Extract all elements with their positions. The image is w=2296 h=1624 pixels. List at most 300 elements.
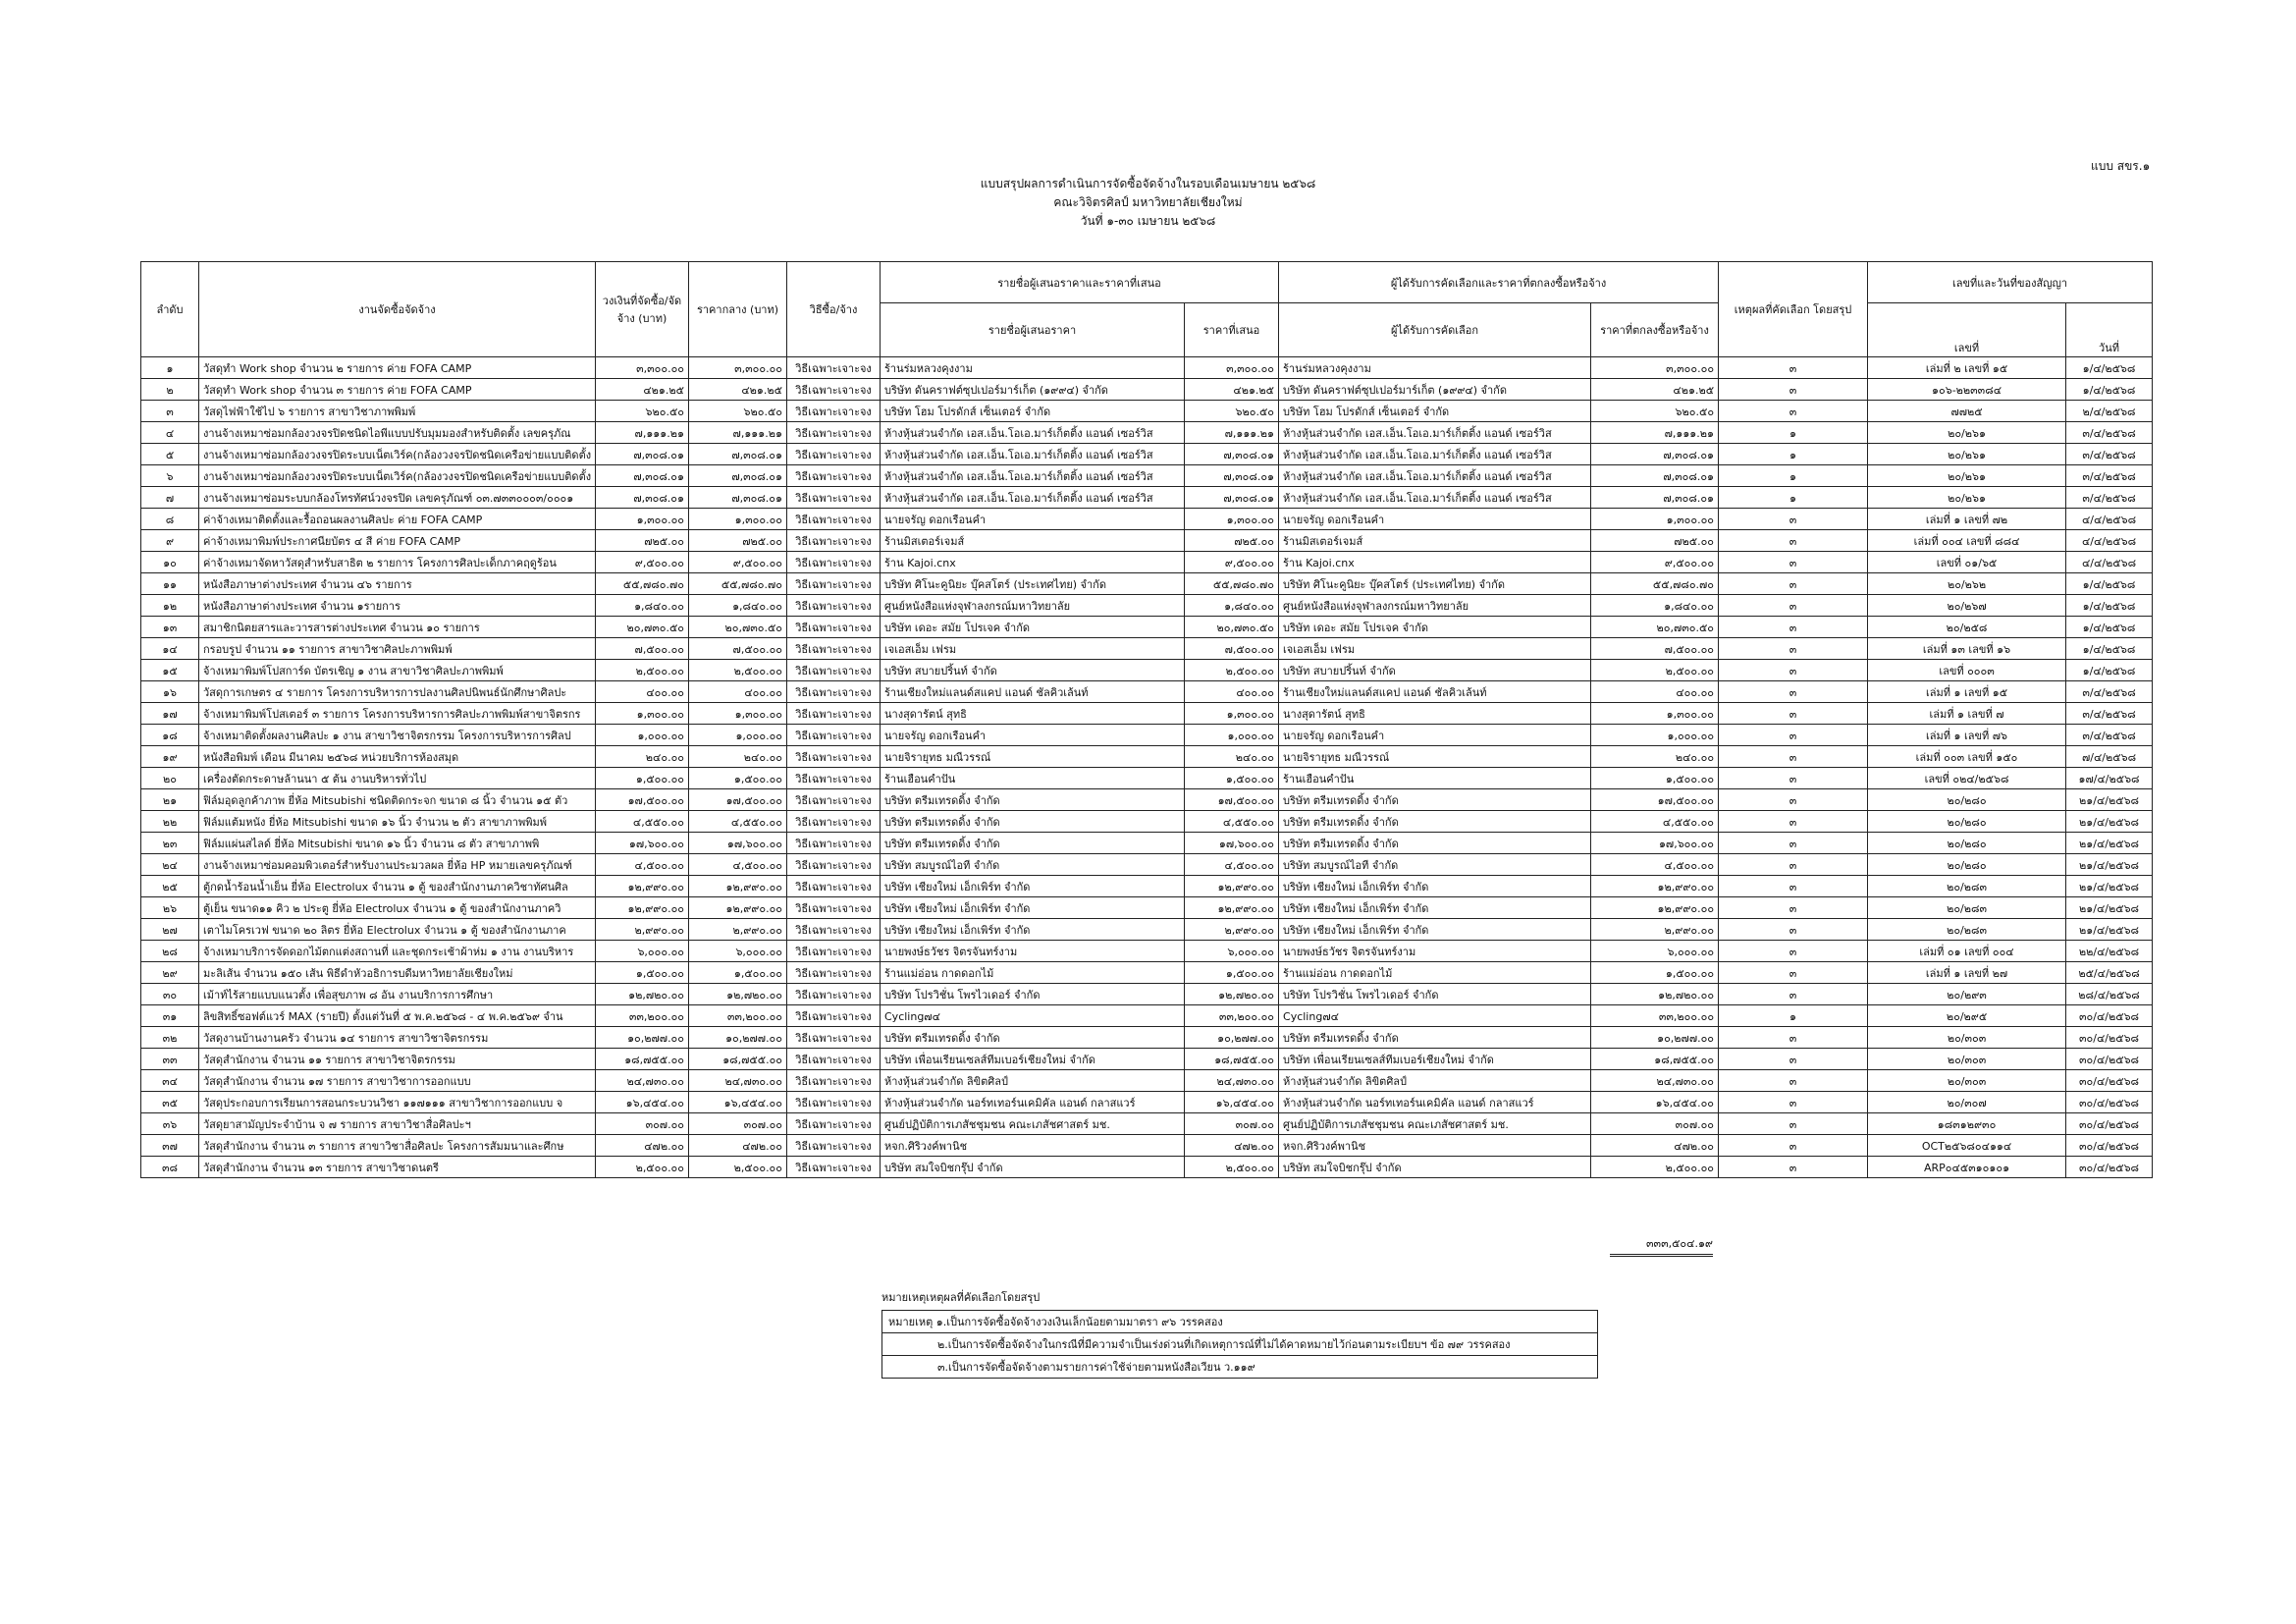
row-median-price: ๔,๕๕๐.๐๐ <box>689 811 787 833</box>
row-contract-date: ๓๐/๔/๒๕๖๘ <box>2066 1157 2153 1178</box>
row-budget: ๑๒,๙๙๐.๐๐ <box>596 876 689 897</box>
row-contract-no: เล่มที่ ๐๐๔ เลขที่ ๘๘๔ <box>1868 530 2066 552</box>
row-method: วิธีเฉพาะเจาะจง <box>787 357 881 379</box>
row-contract-no: เล่มที่ ๑ เลขที่ ๗๒ <box>1868 509 2066 530</box>
row-agreed-price: ๔๒๑.๒๕ <box>1591 379 1719 401</box>
row-item: ฟิล์มแผ่นสไลด์ ยี่ห้อ Mitsubishi ขนาด ๑๖ นิ้ว จำนวน ๘ ตัว สาขาภาพพิ <box>199 833 596 854</box>
row-bidder-name: บริษัท ดันคราฟต์ซุปเปอร์มาร์เก็ต (๑๙๙๔) จำกัด <box>881 379 1185 401</box>
row-winner-name: นายจรัญ ดอกเรือนคำ <box>1279 725 1591 746</box>
row-agreed-price: ๔,๕๐๐.๐๐ <box>1591 854 1719 876</box>
row-method: วิธีเฉพาะเจาะจง <box>787 962 881 984</box>
row-item: เม้าท์ไร้สายแบบแนวตั้ง เพื่อสุขภาพ ๘ อัน งานบริการการศึกษา <box>199 984 596 1005</box>
table-row <box>141 1070 2153 1092</box>
row-median-price: ๑๐,๒๗๗.๐๐ <box>689 1027 787 1049</box>
row-reason: ๓ <box>1719 638 1868 660</box>
row-item: งานจ้างเหมาซ่อมกล้องวงจรปิดระบบเน็ตเวิร์ค(กล้องวงจรปิดชนิดเครือข่ายแบบติดตั้ง <box>199 465 596 487</box>
row-agreed-price: ๑๐,๒๗๗.๐๐ <box>1591 1027 1719 1049</box>
table-row <box>141 660 2153 681</box>
row-item: วัสดุการเกษตร ๔ รายการ โครงการบริหารการปลงานศิลปนิพนธ์นักศึกษาศิลปะ <box>199 681 596 703</box>
row-agreed-price: ๑,๓๐๐.๐๐ <box>1591 509 1719 530</box>
row-reason: ๓ <box>1719 1113 1868 1135</box>
table-row <box>141 854 2153 876</box>
row-contract-no: เลขที่ ๐๐๐๓ <box>1868 660 2066 681</box>
row-median-price: ๑,๓๐๐.๐๐ <box>689 509 787 530</box>
row-item: จ้างเหมาติดตั้งผลงานศิลปะ ๑ งาน สาขาวิชาจิตรกรรม โครงการบริหารการศิลป <box>199 725 596 746</box>
row-seq: ๑๒ <box>141 595 199 617</box>
row-seq: ๑๘ <box>141 725 199 746</box>
procurement-summary-table <box>140 261 2153 1178</box>
row-method: วิธีเฉพาะเจาะจง <box>787 660 881 681</box>
row-item: ตู้กดน้ำร้อนน้ำเย็น ยี่ห้อ Electrolux จำนวน ๑ ตู้ ของสำนักงานภาควิชาทัศนศิล <box>199 876 596 897</box>
row-contract-date: ๓/๔/๒๕๖๘ <box>2066 444 2153 465</box>
row-reason: ๓ <box>1719 984 1868 1005</box>
row-bid-price: ๑,๘๔๐.๐๐ <box>1185 595 1279 617</box>
row-contract-date: ๑/๔/๒๕๖๘ <box>2066 638 2153 660</box>
note-line: ๓.เป็นการจัดซื้อจัดจ้างตามรายการค่าใช้จ่ายตามหนังสือเวียน ว.๑๑๙ <box>882 1356 1598 1379</box>
row-winner-name: ร้านเชียงใหม่แลนด์สแคป แอนด์ ชัลคิวเล้นท์ <box>1279 681 1591 703</box>
row-winner-name: บริษัท ศิโนะคูนิยะ บุ๊คสโตร์ (ประเทศไทย) จำกัด <box>1279 573 1591 595</box>
row-contract-no: OCT๒๕๖๘๐๔๑๑๔ <box>1868 1135 2066 1157</box>
row-seq: ๗ <box>141 487 199 509</box>
row-contract-no: ๒๐/๒๘๐ <box>1868 854 2066 876</box>
row-item: วัสดุประกอบการเรียนการสอนกระบวนวิชา ๑๑๗๑๑๑ สาขาวิชาการออกแบบ จ <box>199 1092 596 1113</box>
table-row <box>141 638 2153 660</box>
row-winner-name: ห้างหุ้นส่วนจำกัด เอส.เอ็น.โอเอ.มาร์เก็ตติ้ง แอนด์ เซอร์วิส <box>1279 487 1591 509</box>
row-reason: ๓ <box>1719 703 1868 725</box>
row-contract-no: ๒๐/๒๙๓ <box>1868 984 2066 1005</box>
row-reason: ๓ <box>1719 552 1868 573</box>
row-seq: ๔ <box>141 422 199 444</box>
row-method: วิธีเฉพาะเจาะจง <box>787 703 881 725</box>
table-row <box>141 617 2153 638</box>
row-reason: ๓ <box>1719 681 1868 703</box>
row-bid-price: ๔๐๐.๐๐ <box>1185 681 1279 703</box>
row-contract-date: ๔/๔/๒๕๖๘ <box>2066 530 2153 552</box>
row-seq: ๑๔ <box>141 638 199 660</box>
row-item: วัสดุสำนักงาน จำนวน ๑๑ รายการ สาขาวิชาจิตรกรรม <box>199 1049 596 1070</box>
row-reason: ๓ <box>1719 509 1868 530</box>
row-budget: ๑,๘๔๐.๐๐ <box>596 595 689 617</box>
row-bidder-name: ศูนย์หนังสือแห่งจุฬาลงกรณ์มหาวิทยาลัย <box>881 595 1185 617</box>
row-item: จ้างเหมาพิมพ์โปสเตอร์ ๓ รายการ โครงการบริหารการศิลปะภาพพิมพ์สาขาจิตรกร <box>199 703 596 725</box>
row-bid-price: ๑๗,๕๐๐.๐๐ <box>1185 789 1279 811</box>
row-bidder-name: บริษัท เพื่อนเรียนเซลส์ทีมเบอร์เชียงใหม่ จำกัด <box>881 1049 1185 1070</box>
row-winner-name: บริษัท เพื่อนเรียนเซลส์ทีมเบอร์เชียงใหม่ จำกัด <box>1279 1049 1591 1070</box>
row-winner-name: ร้านแม่อ่อน กาดดอกไม้ <box>1279 962 1591 984</box>
row-reason: ๓ <box>1719 530 1868 552</box>
row-contract-no: ๒๐/๒๘๐ <box>1868 833 2066 854</box>
row-contract-no: เล่มที่ ๑๓ เลขที่ ๑๖ <box>1868 638 2066 660</box>
row-winner-name: บริษัท โปรวิชั่น โพรไวเดอร์ จำกัด <box>1279 984 1591 1005</box>
row-winner-name: ร้าน Kajoi.cnx <box>1279 552 1591 573</box>
row-reason: ๓ <box>1719 1157 1868 1178</box>
row-bidder-name: บริษัท สมใจบิชกรุ๊ป จำกัด <box>881 1157 1185 1178</box>
row-median-price: ๗,๓๐๘.๐๑ <box>689 444 787 465</box>
row-contract-date: ๑/๔/๒๕๖๘ <box>2066 660 2153 681</box>
note-line: ๒.เป็นการจัดซื้อจัดจ้างในกรณีที่มีความจำเป็นเร่งด่วนที่เกิดเหตุการณ์ที่ไม่ได้คาดหมายไว้ก่อนตามระเบียบฯ ข้อ ๗๙ วรรคสอง <box>882 1333 1598 1356</box>
row-reason: ๑ <box>1719 487 1868 509</box>
row-contract-date: ๒๑/๔/๒๕๖๘ <box>2066 876 2153 897</box>
row-agreed-price: ๖,๐๐๐.๐๐ <box>1591 941 1719 962</box>
row-method: วิธีเฉพาะเจาะจง <box>787 530 881 552</box>
row-seq: ๒๓ <box>141 833 199 854</box>
row-bidder-name: บริษัท ตรีมเทรดดิ้ง จำกัด <box>881 833 1185 854</box>
row-median-price: ๔,๕๐๐.๐๐ <box>689 854 787 876</box>
row-median-price: ๗,๕๐๐.๐๐ <box>689 638 787 660</box>
row-median-price: ๓,๓๐๐.๐๐ <box>689 357 787 379</box>
row-winner-name: บริษัท เดอะ สมัย โปรเจค จำกัด <box>1279 617 1591 638</box>
row-method: วิธีเฉพาะเจาะจง <box>787 876 881 897</box>
row-median-price: ๑,๘๔๐.๐๐ <box>689 595 787 617</box>
row-method: วิธีเฉพาะเจาะจง <box>787 573 881 595</box>
row-method: วิธีเฉพาะเจาะจง <box>787 444 881 465</box>
row-method: วิธีเฉพาะเจาะจง <box>787 1027 881 1049</box>
row-contract-no: ๒๐/๒๙๕ <box>1868 1005 2066 1027</box>
row-contract-date: ๓๐/๔/๒๕๖๘ <box>2066 1135 2153 1157</box>
row-budget: ๙,๕๐๐.๐๐ <box>596 552 689 573</box>
table-row <box>141 444 2153 465</box>
row-bid-price: ๒๔๐.๐๐ <box>1185 746 1279 768</box>
row-agreed-price: ๓๓,๒๐๐.๐๐ <box>1591 1005 1719 1027</box>
row-median-price: ๗,๑๑๑.๒๑ <box>689 422 787 444</box>
header-budget: วงเงินที่จัดซื้อ/จัดจ้าง (บาท) <box>596 262 689 357</box>
row-seq: ๓๓ <box>141 1049 199 1070</box>
header-winner-name: ผู้ได้รับการคัดเลือก <box>1279 303 1591 357</box>
row-bid-price: ๑๒,๗๒๐.๐๐ <box>1185 984 1279 1005</box>
row-seq: ๒๔ <box>141 854 199 876</box>
table-row <box>141 1027 2153 1049</box>
row-winner-name: บริษัท โฮม โปรดักส์ เซ็นเตอร์ จำกัด <box>1279 401 1591 422</box>
row-median-price: ๒๔๐.๐๐ <box>689 746 787 768</box>
row-bidder-name: บริษัท เชียงใหม่ เอ็กเพิร์ท จำกัด <box>881 876 1185 897</box>
row-method: วิธีเฉพาะเจาะจง <box>787 487 881 509</box>
row-winner-name: บริษัท ตรีมเทรดดิ้ง จำกัด <box>1279 833 1591 854</box>
header-median-price: ราคากลาง (บาท) <box>689 262 787 357</box>
row-median-price: ๗๒๕.๐๐ <box>689 530 787 552</box>
row-bidder-name: นายจิรายุทธ มณีวรรณ์ <box>881 746 1185 768</box>
row-reason: ๑ <box>1719 444 1868 465</box>
row-method: วิธีเฉพาะเจาะจง <box>787 1070 881 1092</box>
row-winner-name: นายจรัญ ดอกเรือนคำ <box>1279 509 1591 530</box>
row-method: วิธีเฉพาะเจาะจง <box>787 811 881 833</box>
row-budget: ๕๕,๗๘๐.๗๐ <box>596 573 689 595</box>
row-bid-price: ๔๗๒.๐๐ <box>1185 1135 1279 1157</box>
row-bid-price: ๔๒๑.๒๕ <box>1185 379 1279 401</box>
row-item: วัสดุยาสามัญประจำบ้าน จ ๗ รายการ สาขาวิชาสื่อศิลปะฯ <box>199 1113 596 1135</box>
row-reason: ๓ <box>1719 1070 1868 1092</box>
row-method: วิธีเฉพาะเจาะจง <box>787 552 881 573</box>
grand-total: ๓๓๓,๕๐๔.๑๙ <box>1610 1234 1713 1257</box>
form-code: แบบ สขร.๑ <box>2091 159 2151 173</box>
row-budget: ๑๐,๒๗๗.๐๐ <box>596 1027 689 1049</box>
row-budget: ๖๒๐.๕๐ <box>596 401 689 422</box>
row-budget: ๒๔๐.๐๐ <box>596 746 689 768</box>
row-agreed-price: ๒,๕๐๐.๐๐ <box>1591 660 1719 681</box>
header-bidder-name: รายชื่อผู้เสนอราคา <box>881 303 1185 357</box>
table-row <box>141 357 2153 379</box>
row-budget: ๔๒๑.๒๕ <box>596 379 689 401</box>
row-bidder-name: ห้างหุ้นส่วนจำกัด ลิขิตศิลป์ <box>881 1070 1185 1092</box>
row-method: วิธีเฉพาะเจาะจง <box>787 984 881 1005</box>
document-subtitle-dates: วันที่ ๑-๓๐ เมษายน ๒๕๖๘ <box>1080 214 1216 228</box>
row-budget: ๑๗,๖๐๐.๐๐ <box>596 833 689 854</box>
row-contract-date: ๓/๔/๒๕๖๘ <box>2066 703 2153 725</box>
header-contract-group: เลขที่และวันที่ของสัญญา <box>1868 262 2153 303</box>
row-contract-date: ๓/๔/๒๕๖๘ <box>2066 465 2153 487</box>
row-agreed-price: ๒๔,๗๓๐.๐๐ <box>1591 1070 1719 1092</box>
row-bidder-name: ร้านร่มหลวงคุงงาม <box>881 357 1185 379</box>
row-seq: ๓๒ <box>141 1027 199 1049</box>
table-row <box>141 768 2153 789</box>
row-budget: ๗,๓๐๘.๐๑ <box>596 487 689 509</box>
row-seq: ๒ <box>141 379 199 401</box>
row-agreed-price: ๑,๘๔๐.๐๐ <box>1591 595 1719 617</box>
row-median-price: ๖๒๐.๕๐ <box>689 401 787 422</box>
row-agreed-price: ๗,๓๐๘.๐๑ <box>1591 465 1719 487</box>
row-budget: ๗,๑๑๑.๒๑ <box>596 422 689 444</box>
row-winner-name: บริษัท สมใจบิชกรุ๊ป จำกัด <box>1279 1157 1591 1178</box>
row-reason: ๑ <box>1719 1005 1868 1027</box>
row-agreed-price: ๑,๐๐๐.๐๐ <box>1591 725 1719 746</box>
table-row <box>141 811 2153 833</box>
row-seq: ๓๑ <box>141 1005 199 1027</box>
table-row <box>141 530 2153 552</box>
row-method: วิธีเฉพาะเจาะจง <box>787 509 881 530</box>
row-contract-date: ๒๒/๔/๒๕๖๘ <box>2066 941 2153 962</box>
row-median-price: ๑๗,๕๐๐.๐๐ <box>689 789 787 811</box>
row-item: ค่าจ้างเหมาติดตั้งและรื้อถอนผลงานศิลปะ ค่าย FOFA CAMP <box>199 509 596 530</box>
table-row <box>141 725 2153 746</box>
row-agreed-price: ๑๘,๗๕๕.๐๐ <box>1591 1049 1719 1070</box>
row-contract-date: ๑/๔/๒๕๖๘ <box>2066 617 2153 638</box>
row-contract-no: ๒๐/๒๘๐ <box>1868 789 2066 811</box>
row-reason: ๑ <box>1719 422 1868 444</box>
row-reason: ๓ <box>1719 789 1868 811</box>
row-method: วิธีเฉพาะเจาะจง <box>787 746 881 768</box>
row-bidder-name: ร้านมิสเตอร์เจมส์ <box>881 530 1185 552</box>
row-bidder-name: บริษัท เดอะ สมัย โปรเจค จำกัด <box>881 617 1185 638</box>
row-winner-name: ร้านร่มหลวงคุงงาม <box>1279 357 1591 379</box>
row-item: จ้างเหมาบริการจัดดอกไม้ตกแต่งสถานที่ และชุดกระเช้าผ้าห่ม ๑ งาน งานบริหาร <box>199 941 596 962</box>
row-median-price: ๒,๙๙๐.๐๐ <box>689 919 787 941</box>
row-item: กรอบรูป จำนวน ๑๑ รายการ สาขาวิชาศิลปะภาพพิมพ์ <box>199 638 596 660</box>
row-agreed-price: ๗,๓๐๘.๐๑ <box>1591 444 1719 465</box>
row-bidder-name: Cycling๗๔ <box>881 1005 1185 1027</box>
row-reason: ๓ <box>1719 746 1868 768</box>
row-item: วัสดุไฟฟ้าใช้ไป ๖ รายการ สาขาวิชาภาพพิมพ์ <box>199 401 596 422</box>
header-contract-no: เลขที่ <box>1868 303 2066 357</box>
row-seq: ๓ <box>141 401 199 422</box>
row-seq: ๓๖ <box>141 1113 199 1135</box>
row-seq: ๒๒ <box>141 811 199 833</box>
row-contract-no: ๒๐/๓๐๓ <box>1868 1049 2066 1070</box>
row-agreed-price: ๑๒,๙๙๐.๐๐ <box>1591 897 1719 919</box>
row-budget: ๔๐๐.๐๐ <box>596 681 689 703</box>
row-median-price: ๑๘,๗๕๕.๐๐ <box>689 1049 787 1070</box>
row-winner-name: บริษัท เชียงใหม่ เอ็กเพิร์ท จำกัด <box>1279 919 1591 941</box>
row-reason: ๓ <box>1719 897 1868 919</box>
table-row <box>141 962 2153 984</box>
row-contract-no: ๒๐/๒๘๓ <box>1868 876 2066 897</box>
row-budget: ๑,๓๐๐.๐๐ <box>596 703 689 725</box>
row-winner-name: นายพงษ์ธวัชร จิตรจันทร์งาม <box>1279 941 1591 962</box>
row-bid-price: ๕๕,๗๘๐.๗๐ <box>1185 573 1279 595</box>
table-row <box>141 595 2153 617</box>
row-contract-no: ๒๐/๒๘๓ <box>1868 919 2066 941</box>
row-bid-price: ๔,๕๕๐.๐๐ <box>1185 811 1279 833</box>
row-item: วัสดุทำ Work shop จำนวน ๓ รายการ ค่าย FOFA CAMP <box>199 379 596 401</box>
row-contract-no: ๒๐/๒๖๑ <box>1868 422 2066 444</box>
document-title-block <box>0 175 2296 231</box>
row-reason: ๓ <box>1719 725 1868 746</box>
row-item: วัสดุสำนักงาน จำนวน ๓ รายการ สาขาวิชาสื่อศิลปะ โครงการสัมมนาและศึกษ <box>199 1135 596 1157</box>
row-median-price: ๑,๐๐๐.๐๐ <box>689 725 787 746</box>
row-reason: ๓ <box>1719 660 1868 681</box>
row-contract-no: ๒๐/๓๐๗ <box>1868 1092 2066 1113</box>
row-contract-no: ๒๐/๓๐๓ <box>1868 1027 2066 1049</box>
row-median-price: ๑๖,๔๕๔.๐๐ <box>689 1092 787 1113</box>
row-bidder-name: บริษัท ตรีมเทรดดิ้ง จำกัด <box>881 1027 1185 1049</box>
row-method: วิธีเฉพาะเจาะจง <box>787 833 881 854</box>
table-body <box>141 357 2153 1178</box>
row-method: วิธีเฉพาะเจาะจง <box>787 854 881 876</box>
row-bid-price: ๖,๐๐๐.๐๐ <box>1185 941 1279 962</box>
header-reason: เหตุผลที่คัดเลือก โดยสรุป <box>1719 262 1868 357</box>
row-agreed-price: ๒๐,๗๓๐.๕๐ <box>1591 617 1719 638</box>
row-budget: ๔๗๒.๐๐ <box>596 1135 689 1157</box>
row-reason: ๓ <box>1719 833 1868 854</box>
row-bidder-name: ห้างหุ้นส่วนจำกัด นอร์ทเทอร์นเคมิคัล แอนด์ กลาสแวร์ <box>881 1092 1185 1113</box>
row-contract-no: ๒๐/๒๕๘ <box>1868 617 2066 638</box>
row-median-price: ๑๒,๙๙๐.๐๐ <box>689 876 787 897</box>
header-item: งานจัดซื้อจัดจ้าง <box>199 262 596 357</box>
row-agreed-price: ๗,๕๐๐.๐๐ <box>1591 638 1719 660</box>
row-bid-price: ๒,๕๐๐.๐๐ <box>1185 1157 1279 1178</box>
row-winner-name: ห้างหุ้นส่วนจำกัด เอส.เอ็น.โอเอ.มาร์เก็ตติ้ง แอนด์ เซอร์วิส <box>1279 444 1591 465</box>
row-winner-name: บริษัท ดันคราฟต์ซุปเปอร์มาร์เก็ต (๑๙๙๔) จำกัด <box>1279 379 1591 401</box>
row-seq: ๑๕ <box>141 660 199 681</box>
row-budget: ๔,๕๕๐.๐๐ <box>596 811 689 833</box>
row-contract-date: ๔/๔/๒๕๖๘ <box>2066 552 2153 573</box>
header-method: วิธีซื้อ/จ้าง <box>787 262 881 357</box>
row-item: เตาไมโครเวฟ ขนาด ๒๐ ลิตร ยี่ห้อ Electrolux จำนวน ๑ ตู้ ของสำนักงานภาค <box>199 919 596 941</box>
row-contract-no: ๒๐/๒๖๗ <box>1868 595 2066 617</box>
row-seq: ๒๑ <box>141 789 199 811</box>
row-winner-name: ห้างหุ้นส่วนจำกัด เอส.เอ็น.โอเอ.มาร์เก็ตติ้ง แอนด์ เซอร์วิส <box>1279 422 1591 444</box>
row-budget: ๓๓,๒๐๐.๐๐ <box>596 1005 689 1027</box>
row-budget: ๑๒,๗๒๐.๐๐ <box>596 984 689 1005</box>
row-median-price: ๑,๕๐๐.๐๐ <box>689 962 787 984</box>
row-reason: ๓ <box>1719 1049 1868 1070</box>
row-bidder-name: บริษัท โฮม โปรดักส์ เซ็นเตอร์ จำกัด <box>881 401 1185 422</box>
row-item: ค่าจ้างเหมาพิมพ์ประกาศนียบัตร ๔ สี ค่าย FOFA CAMP <box>199 530 596 552</box>
row-agreed-price: ๗,๓๐๘.๐๑ <box>1591 487 1719 509</box>
row-contract-date: ๔/๔/๒๕๖๘ <box>2066 509 2153 530</box>
row-median-price: ๒๐,๗๓๐.๕๐ <box>689 617 787 638</box>
row-budget: ๑,๐๐๐.๐๐ <box>596 725 689 746</box>
row-seq: ๑๓ <box>141 617 199 638</box>
row-contract-no: ARP๐๔๕๓๑๐๑๐๑ <box>1868 1157 2066 1178</box>
row-bid-price: ๒,๙๙๐.๐๐ <box>1185 919 1279 941</box>
row-contract-no: ๑๐๖-๒๒๓๓๘๔ <box>1868 379 2066 401</box>
row-contract-date: ๒๑/๔/๒๕๖๘ <box>2066 789 2153 811</box>
row-contract-no: เล่มที่ ๐๑ เลขที่ ๐๐๔ <box>1868 941 2066 962</box>
row-contract-no: เล่มที่ ๒ เลขที่ ๑๕ <box>1868 357 2066 379</box>
row-budget: ๑,๕๐๐.๐๐ <box>596 962 689 984</box>
table-row <box>141 746 2153 768</box>
row-bid-price: ๗,๓๐๘.๐๑ <box>1185 444 1279 465</box>
row-contract-date: ๒๑/๔/๒๕๖๘ <box>2066 897 2153 919</box>
row-bidder-name: ห้างหุ้นส่วนจำกัด เอส.เอ็น.โอเอ.มาร์เก็ตติ้ง แอนด์ เซอร์วิส <box>881 444 1185 465</box>
row-item: งานจ้างเหมาซ่อมระบบกล้องโทรทัศน์วงจรปิด เลขครุภัณฑ์ ๐๓.๗๓๓๐๐๐๓/๐๐๐๑ <box>199 487 596 509</box>
row-bidder-name: ร้านเฮือนคำปัน <box>881 768 1185 789</box>
row-item: หนังสือพิมพ์ เดือน มีนาคม ๒๕๖๘ หน่วยบริการห้องสมุด <box>199 746 596 768</box>
row-median-price: ๔๒๑.๒๕ <box>689 379 787 401</box>
notes-table <box>881 1310 1598 1379</box>
row-contract-date: ๓๐/๔/๒๕๖๘ <box>2066 1049 2153 1070</box>
row-winner-name: Cycling๗๔ <box>1279 1005 1591 1027</box>
row-seq: ๑๐ <box>141 552 199 573</box>
row-seq: ๑ <box>141 357 199 379</box>
row-seq: ๒๕ <box>141 876 199 897</box>
row-method: วิธีเฉพาะเจาะจง <box>787 789 881 811</box>
row-budget: ๖,๐๐๐.๐๐ <box>596 941 689 962</box>
row-seq: ๒๙ <box>141 962 199 984</box>
row-item: วัสดุงานบ้านงานครัว จำนวน ๑๔ รายการ สาขาวิชาจิตรกรรม <box>199 1027 596 1049</box>
row-reason: ๓ <box>1719 941 1868 962</box>
row-budget: ๗,๕๐๐.๐๐ <box>596 638 689 660</box>
table-row <box>141 573 2153 595</box>
notes-heading: หมายเหตุเหตุผลที่คัดเลือกโดยสรุป <box>881 1291 1041 1304</box>
row-median-price: ๗,๓๐๘.๐๑ <box>689 487 787 509</box>
row-contract-no: ๒๐/๒๘๐ <box>1868 811 2066 833</box>
row-contract-date: ๓/๔/๒๕๖๘ <box>2066 725 2153 746</box>
row-median-price: ๓๐๗.๐๐ <box>689 1113 787 1135</box>
row-item: จ้างเหมาพิมพ์โปสการ์ด บัตรเชิญ ๑ งาน สาขาวิชาศิลปะภาพพิมพ์ <box>199 660 596 681</box>
row-seq: ๘ <box>141 509 199 530</box>
row-winner-name: ห้างหุ้นส่วนจำกัด ลิขิตศิลป์ <box>1279 1070 1591 1092</box>
table-row <box>141 789 2153 811</box>
row-contract-date: ๒๘/๔/๒๕๖๘ <box>2066 984 2153 1005</box>
row-seq: ๒๘ <box>141 941 199 962</box>
row-median-price: ๒,๕๐๐.๐๐ <box>689 1157 787 1178</box>
row-bid-price: ๗,๓๐๘.๐๑ <box>1185 487 1279 509</box>
row-winner-name: บริษัท สบายปริ้นท์ จำกัด <box>1279 660 1591 681</box>
table-row <box>141 681 2153 703</box>
row-winner-name: ศูนย์หนังสือแห่งจุฬาลงกรณ์มหาวิทยาลัย <box>1279 595 1591 617</box>
table-row <box>141 703 2153 725</box>
row-contract-date: ๑/๔/๒๕๖๘ <box>2066 595 2153 617</box>
row-method: วิธีเฉพาะเจาะจง <box>787 919 881 941</box>
document-title: แบบสรุปผลการดำเนินการจัดซื้อจัดจ้างในรอบเดือนเมษายน ๒๕๖๘ <box>980 177 1316 190</box>
row-contract-no: เล่มที่ ๑ เลขที่ ๒๗ <box>1868 962 2066 984</box>
row-method: วิธีเฉพาะเจาะจง <box>787 768 881 789</box>
row-bid-price: ๑,๓๐๐.๐๐ <box>1185 509 1279 530</box>
row-agreed-price: ๒,๙๙๐.๐๐ <box>1591 919 1719 941</box>
table-row <box>141 941 2153 962</box>
row-bidder-name: บริษัท ศิโนะคูนิยะ บุ๊คสโตร์ (ประเทศไทย) จำกัด <box>881 573 1185 595</box>
row-median-price: ๑๒,๙๙๐.๐๐ <box>689 897 787 919</box>
row-agreed-price: ๑๒,๙๙๐.๐๐ <box>1591 876 1719 897</box>
row-median-price: ๕๕,๗๘๐.๗๐ <box>689 573 787 595</box>
row-budget: ๔,๕๐๐.๐๐ <box>596 854 689 876</box>
row-bidder-name: ห้างหุ้นส่วนจำกัด เอส.เอ็น.โอเอ.มาร์เก็ตติ้ง แอนด์ เซอร์วิส <box>881 422 1185 444</box>
row-bid-price: ๗๒๕.๐๐ <box>1185 530 1279 552</box>
row-method: วิธีเฉพาะเจาะจง <box>787 1092 881 1113</box>
row-item: ลิขสิทธิ์ซอฟต์แวร์ MAX (รายปี) ตั้งแต่วันที่ ๕ พ.ค.๒๕๖๘ - ๔ พ.ค.๒๕๖๙ จำน <box>199 1005 596 1027</box>
row-bid-price: ๒๐,๗๓๐.๕๐ <box>1185 617 1279 638</box>
row-bid-price: ๗,๕๐๐.๐๐ <box>1185 638 1279 660</box>
